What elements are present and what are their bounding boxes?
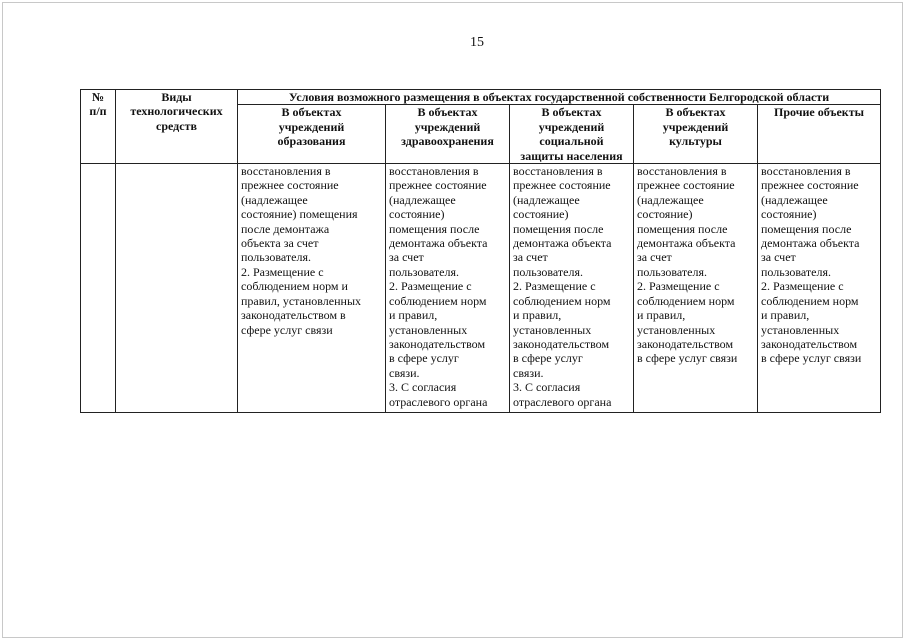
cell-education bbox=[238, 164, 386, 413]
header-social-protection bbox=[510, 105, 634, 164]
header-group-title bbox=[238, 90, 881, 105]
header-other-label: Прочие объекты bbox=[774, 105, 864, 120]
header-number-label: № п/п bbox=[89, 90, 107, 119]
cell-healthcare-text: восстановления в прежнее состояние (надлежащее состояние) помещения после демонтажа объекта за счет пользователя. 2. Размещение с соблюдением норм и правил, установленных законодательством в сфере услуг связи. 3. С согласия отраслевого органа bbox=[389, 164, 488, 409]
table-header-row-1 bbox=[81, 90, 881, 105]
cell-number bbox=[81, 164, 116, 413]
header-culture bbox=[634, 105, 758, 164]
cell-types bbox=[116, 164, 238, 413]
cell-social-protection bbox=[510, 164, 634, 413]
header-healthcare-label: В объектах учреждений здравоохранения bbox=[401, 105, 494, 149]
cell-culture bbox=[634, 164, 758, 413]
header-other bbox=[758, 105, 881, 164]
cell-other bbox=[758, 164, 881, 413]
header-group-title-label: Условия возможного размещения в объектах государственной собственности Белгородской области bbox=[288, 90, 830, 104]
cell-culture-text: восстановления в прежнее состояние (надлежащее состояние) помещения после демонтажа объекта за счет пользователя. 2. Размещение с соблюдением норм и правил, установленных законодательством в сфере услуг связи bbox=[637, 164, 738, 366]
table-row bbox=[81, 164, 881, 413]
page-number: 15 bbox=[470, 35, 484, 50]
header-types-label: Виды технологических средств bbox=[130, 90, 223, 133]
cell-other-text: восстановления в прежнее состояние (надлежащее состояние) помещения после демонтажа объекта за счет пользователя. 2. Размещение с соблюдением норм и правил, установленных законодательством в сфере услуг связи bbox=[761, 164, 862, 366]
cell-education-text: восстановления в прежнее состояние (надлежащее состояние) помещения после демонтажа объекта за счет пользователя. 2. Размещение с соблюдением норм и правил, установленных законодательством в сфере услуг связи bbox=[241, 164, 362, 337]
cell-social-protection-text: восстановления в прежнее состояние (надлежащее состояние) помещения после демонтажа объекта за счет пользователя. 2. Размещение с соблюдением норм и правил, установленных законодательством в сфере услуг связи. 3. С согласия отраслевого органа bbox=[513, 164, 612, 409]
header-number-column bbox=[81, 90, 116, 164]
header-types-column bbox=[116, 90, 238, 164]
header-education-label: В объектах учреждений образования bbox=[277, 105, 346, 149]
header-education bbox=[238, 105, 386, 164]
header-healthcare bbox=[386, 105, 510, 164]
cell-healthcare bbox=[386, 164, 510, 413]
conditions-table bbox=[80, 89, 881, 413]
header-social-protection-label: В объектах учреждений социальной защиты населения bbox=[520, 105, 623, 163]
header-culture-label: В объектах учреждений культуры bbox=[662, 105, 729, 149]
